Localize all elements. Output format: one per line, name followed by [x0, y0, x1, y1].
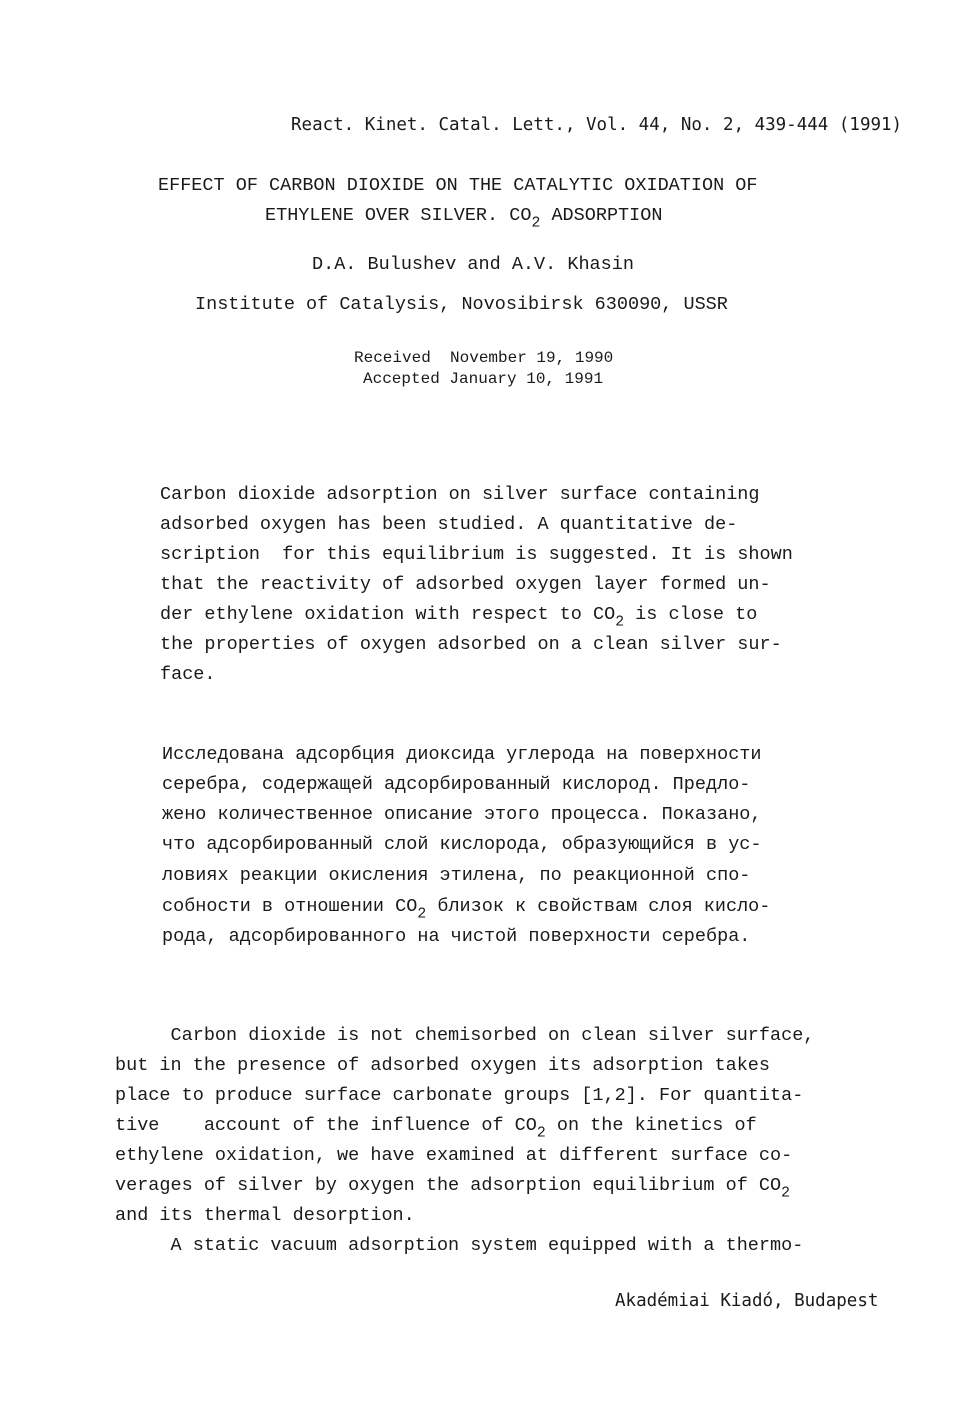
abstract-ru-line: серебра, содержащей адсорбированный кислород. Предло-: [162, 774, 751, 795]
abstract-en-line: adsorbed oxygen has been studied. A quantitative de-: [160, 514, 738, 535]
subscript: 2: [417, 906, 427, 923]
abstract-en-line: scription for this equilibrium is suggested. It is shown: [160, 544, 793, 565]
body-line: but in the presence of adsorbed oxygen its adsorption takes: [115, 1055, 771, 1076]
body-text-span: on the kinetics of: [545, 1115, 757, 1136]
body-line: [115, 1171, 790, 1201]
body-text-span: verages of silver by oxygen the adsorption equilibrium of CO: [115, 1175, 782, 1196]
abstract-en-text: der ethylene oxidation with respect to CO: [160, 604, 616, 625]
abstract-ru-line: рода, адсорбированного на чистой поверхности серебра.: [162, 926, 751, 947]
abstract-ru-line: что адсорбированный слой кислорода, образующийся в ус-: [162, 834, 762, 855]
title-line-2: [265, 201, 662, 231]
subscript: 2: [781, 1185, 790, 1202]
abstract-en-line: Carbon dioxide adsorption on silver surface containing: [160, 484, 760, 505]
abstract-en-text: is close to: [624, 604, 758, 625]
affiliation: Institute of Catalysis, Novosibirsk 630090, USSR: [195, 294, 728, 315]
body-text-span: tive account of the influence of CO: [115, 1115, 537, 1136]
body-line: and its thermal desorption.: [115, 1205, 415, 1226]
title-line-1: EFFECT OF CARBON DIOXIDE ON THE CATALYTIC OXIDATION OF: [158, 175, 758, 196]
body-line: [115, 1111, 757, 1141]
title-line-2-end: ADSORPTION: [540, 205, 663, 226]
body-line: ethylene oxidation, we have examined at different surface co-: [115, 1145, 793, 1166]
received-date: Received November 19, 1990: [354, 349, 614, 367]
journal-reference: React. Kinet. Catal. Lett., Vol. 44, No. 2, 439-444 (1991): [291, 115, 903, 135]
body-line: A static vacuum adsorption system equipped with a thermo-: [115, 1235, 804, 1256]
subscript: 2: [615, 614, 625, 631]
accepted-date: Accepted January 10, 1991: [363, 370, 604, 388]
subscript: 2: [536, 1125, 546, 1142]
body-line: Carbon dioxide is not chemisorbed on clean silver surface,: [115, 1025, 815, 1046]
abstract-en-line: that the reactivity of adsorbed oxygen layer formed un-: [160, 574, 771, 595]
abstract-ru-text: близок к свойствам слоя кисло-: [426, 896, 771, 917]
title-subscript: 2: [531, 215, 541, 232]
abstract-en-line: [160, 600, 757, 630]
abstract-en-line: the properties of oxygen adsorbed on a clean silver sur-: [160, 634, 782, 655]
abstract-ru-text: собности в отношении CO: [162, 896, 418, 917]
abstract-en-line: face.: [160, 664, 216, 685]
title-line-2-text: ETHYLENE OVER SILVER. CO: [265, 205, 532, 226]
abstract-ru-line: [162, 892, 770, 922]
abstract-ru-line: Исследована адсорбция диоксида углерода на поверхности: [162, 744, 762, 765]
abstract-ru-line: ловиях реакции окисления этилена, по реакционной спо-: [162, 865, 751, 886]
body-line: place to produce surface carbonate groups [1,2]. For quantita-: [115, 1085, 804, 1106]
publisher: Akadémiai Kiadó, Budapest: [615, 1291, 879, 1311]
abstract-ru-line: жено количественное описание этого процесса. Показано,: [162, 804, 762, 825]
authors: D.A. Bulushev and A.V. Khasin: [312, 254, 634, 275]
